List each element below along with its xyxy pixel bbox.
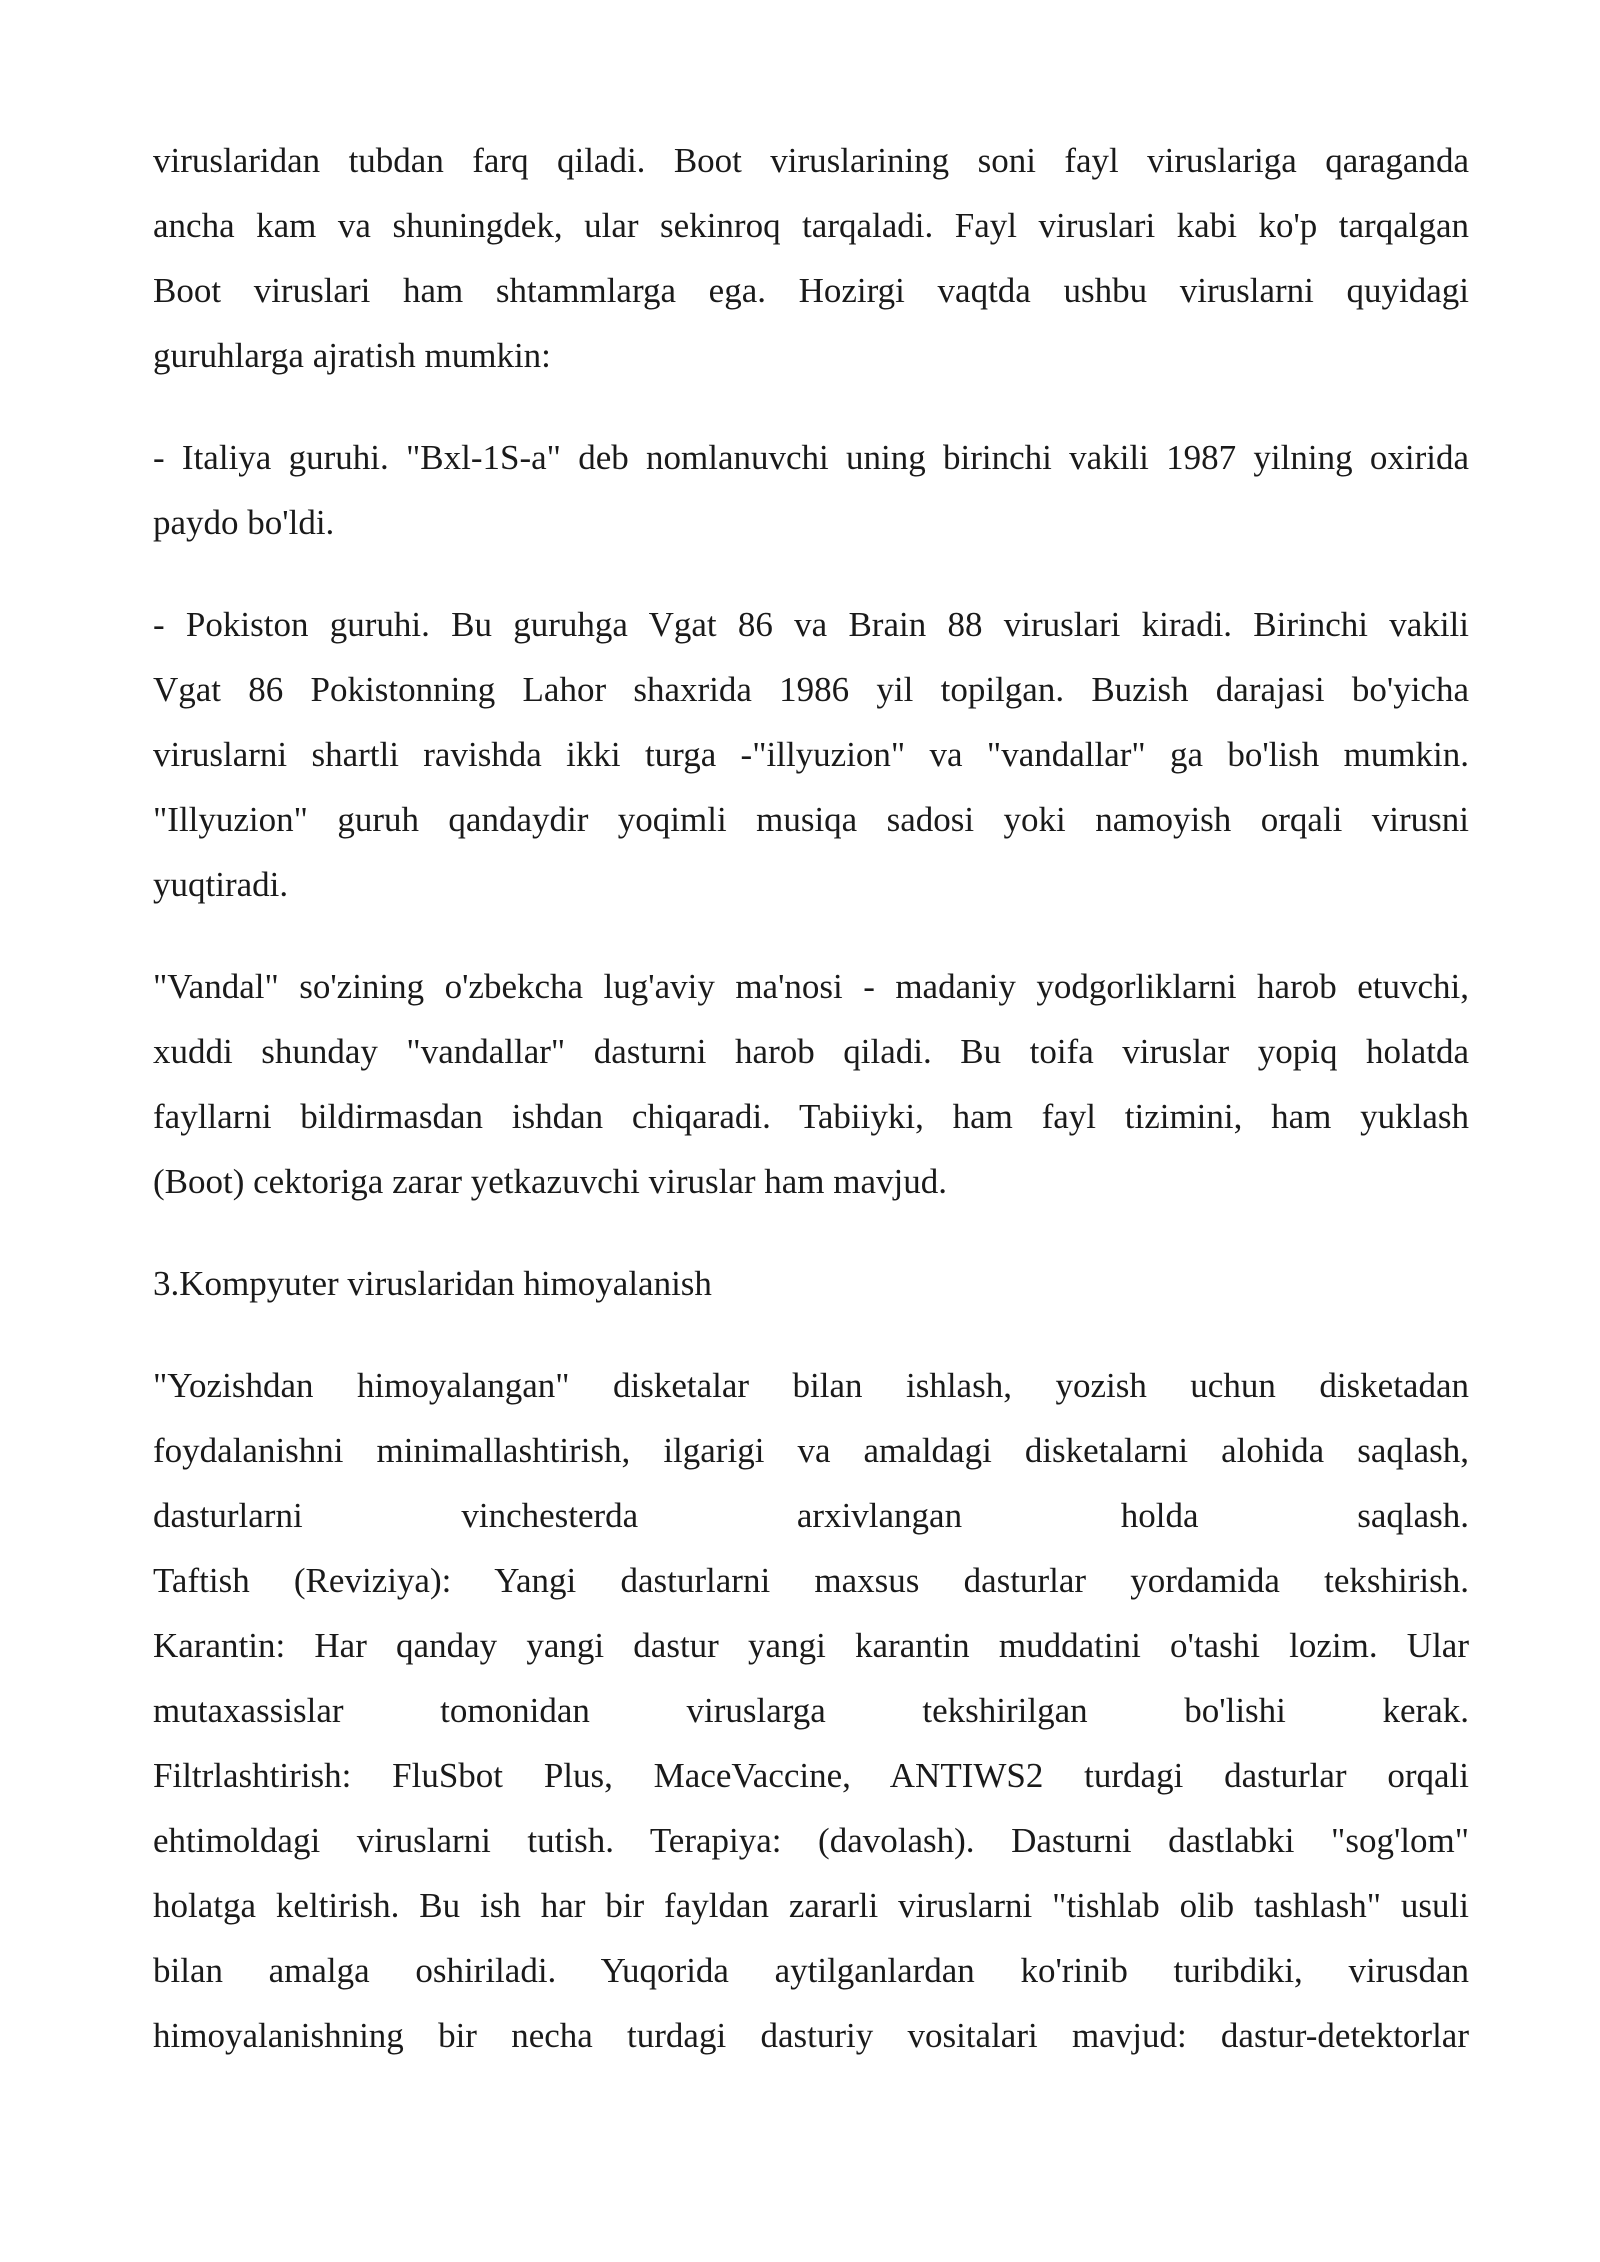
text-line: xuddi shunday "vandallar" dasturni harob qiladi. Bu toifa viruslar yopiq holatda bbox=[153, 1032, 1469, 1071]
text-line: "Illyuzion" guruh qandaydir yoqimli musiqa sadosi yoki namoyish orqali virusni bbox=[153, 800, 1469, 839]
text-line: - Italiya guruhi. "Bxl-1S-a" deb nomlanuvchi uning birinchi vakili 1987 yilning oxirida bbox=[153, 438, 1469, 477]
text-line: guruhlarga ajratish mumkin: bbox=[153, 336, 551, 375]
text-line: ancha kam va shuningdek, ular sekinroq tarqaladi. Fayl viruslari kabi ko'p tarqalgan bbox=[153, 206, 1469, 245]
text-line: bilan amalga oshiriladi. Yuqorida aytilganlardan ko'rinib turibdiki, virusdan bbox=[153, 1951, 1469, 1990]
text-line: fayllarni bildirmasdan ishdan chiqaradi. Tabiiyki, ham fayl tizimini, ham yuklash bbox=[153, 1097, 1469, 1136]
text-line: viruslaridan tubdan farq qiladi. Boot viruslarining soni fayl viruslariga qaraganda bbox=[153, 141, 1469, 180]
text-line: Filtrlashtirish: FluSbot Plus, MaceVaccine, ANTIWS2 turdagi dasturlar orqali bbox=[153, 1756, 1469, 1795]
text-line: Boot viruslari ham shtammlarga ega. Hozirgi vaqtda ushbu viruslarni quyidagi bbox=[153, 271, 1469, 310]
text-line: Karantin: Har qanday yangi dastur yangi karantin muddatini o'tashi lozim. Ular bbox=[153, 1626, 1469, 1665]
text-line: holatga keltirish. Bu ish har bir fayldan zararli viruslarni "tishlab olib tashlash" usuli bbox=[153, 1886, 1469, 1925]
text-line: Vgat 86 Pokistonning Lahor shaxrida 1986 yil topilgan. Buzish darajasi bo'yicha bbox=[153, 670, 1469, 709]
text-line: mutaxassislar tomonidan viruslarga tekshirilgan bo'lishi kerak. bbox=[153, 1691, 1469, 1730]
paragraph-boot-viruses bbox=[153, 128, 1469, 388]
paragraph-vandal bbox=[153, 954, 1469, 1214]
text-line: "Vandal" so'zining o'zbekcha lug'aviy ma'nosi - madaniy yodgorliklarni harob etuvchi, bbox=[153, 967, 1469, 1006]
text-line: viruslarni shartli ravishda ikki turga -"illyuzion" va "vandallar" ga bo'lish mumkin. bbox=[153, 735, 1469, 774]
document-page bbox=[153, 128, 1469, 2105]
text-line: dasturlarni vinchesterda arxivlangan holda saqlash. bbox=[153, 1496, 1469, 1535]
paragraph-italy-group bbox=[153, 425, 1469, 555]
paragraph-pakistan-group bbox=[153, 592, 1469, 917]
text-line: yuqtiradi. bbox=[153, 865, 289, 904]
section-heading: 3.Kompyuter viruslaridan himoyalanish bbox=[153, 1264, 712, 1303]
text-line: Taftish (Reviziya): Yangi dasturlarni maxsus dasturlar yordamida tekshirish. bbox=[153, 1561, 1469, 1600]
text-line: ehtimoldagi viruslarni tutish. Terapiya: (davolash). Dasturni dastlabki "sog'lom" bbox=[153, 1821, 1469, 1860]
text-line: "Yozishdan himoyalangan" disketalar bilan ishlash, yozish uchun disketadan bbox=[153, 1366, 1469, 1405]
text-line: paydo bo'ldi. bbox=[153, 503, 335, 542]
paragraph-protection bbox=[153, 1353, 1469, 2068]
text-line: (Boot) cektoriga zarar yetkazuvchi viruslar ham mavjud. bbox=[153, 1162, 947, 1201]
text-line: foydalanishni minimallashtirish, ilgarigi va amaldagi disketalarni alohida saqlash, bbox=[153, 1431, 1469, 1470]
text-line: - Pokiston guruhi. Bu guruhga Vgat 86 va Brain 88 viruslari kiradi. Birinchi vakili bbox=[153, 605, 1469, 644]
text-line: himoyalanishning bir necha turdagi dasturiy vositalari mavjud: dastur-detektorlar bbox=[153, 2016, 1469, 2055]
